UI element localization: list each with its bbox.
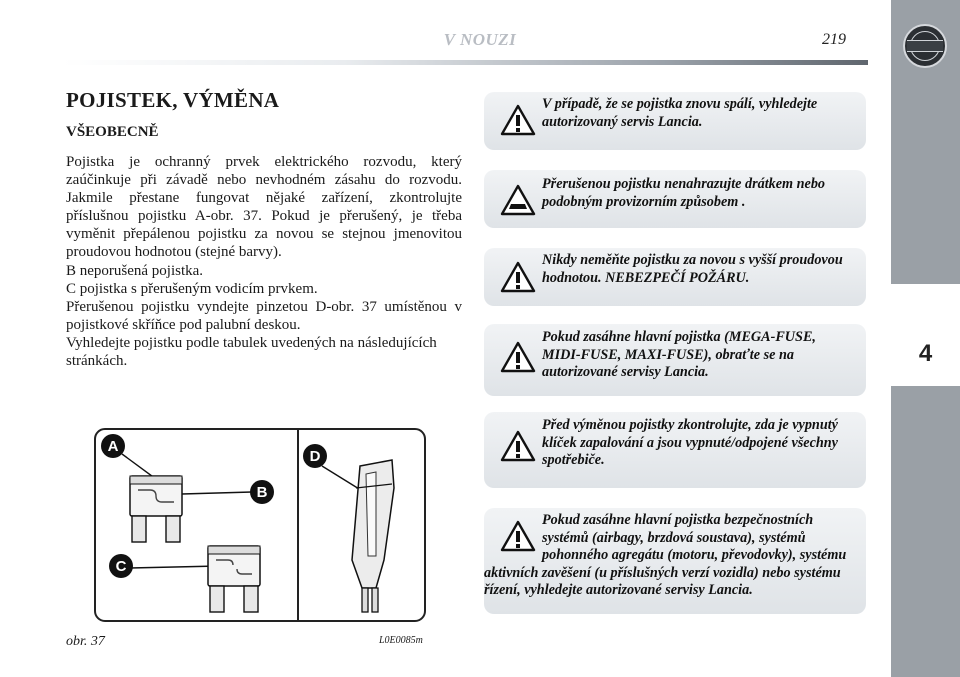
chapter-tab-marker [891, 284, 960, 386]
fuse-illustration [94, 428, 426, 622]
running-header-title: V NOUZI [443, 30, 517, 49]
figure-code: L0E0085m [379, 635, 423, 646]
label-b: B [256, 484, 268, 501]
warning-box [484, 412, 866, 488]
warning-box [484, 92, 866, 150]
paragraph: Vyhledejte pojistku podle tabulek uvedených na následujících stránkách. [66, 334, 437, 370]
paragraph: Pojistka je ochranný prvek elektrického rozvodu, který zaúčinkuje při závadě nebo nevhodném zásahu do rozvodu. Jakmile přestane fungovat nějaké zařízení, zkontrolujte příslušnou pojistku A-obr. 37. Pokud je přerušený, je třeba vyměnit přepálenou pojistku za novou se stejnou jmenovitou proudovou hodnotou (stejné barvy). [66, 154, 462, 261]
figure-caption: obr. 37 [66, 634, 105, 649]
warning-text: Přerušenou pojistku nenahrazujte drátkem nebo podobným provizorním způsobem . [542, 176, 826, 210]
warning-triangle-icon [500, 341, 536, 373]
page-number: 219 [822, 31, 846, 48]
chapter-number: 4 [918, 340, 933, 367]
warning-text: Pokud zasáhne hlavní pojistka (MEGA-FUSE, MIDI-FUSE, MAXI-FUSE), obraťte se na autorizované servisy Lancia. [542, 329, 816, 380]
paragraph: Přerušenou pojistku vyndejte pinzetou D-obr. 37 umístěnou v pojistkové skříňce pod palubní deskou. [66, 298, 462, 333]
warning-box [484, 324, 866, 396]
paragraph: B neporušená pojistka. [66, 262, 204, 279]
warning-box [484, 508, 866, 614]
warning-text [484, 512, 854, 600]
warning-text-content: Pokud zasáhne hlavní pojistka bezpečnostních systémů (airbagy, brzdová soustava), systémů pohonného agregátu (motoru, převodovky), systému aktivních zavěšení (u příslušných verzí vozidla) nebo systému řízení, vyhledejte autorizované servisy Lancia. [484, 512, 847, 598]
paragraph: C pojistka s přerušeným vodicím prvkem. [66, 280, 318, 297]
warning-triangle-car-icon [500, 184, 536, 216]
warning-triangle-icon [500, 261, 536, 293]
warning-text: Před výměnou pojistky zkontrolujte, zda je vypnutý klíček zapalování a jsou vypnuté/odpojené všechny spotřebiče. [542, 417, 838, 468]
label-c: C [115, 558, 127, 575]
warning-triangle-icon [500, 104, 536, 136]
warning-text: V případě, že se pojistka znovu spálí, vyhledejte autorizovaný servis Lancia. [542, 96, 818, 130]
section-title: POJISTEK, VÝMĚNA [66, 88, 280, 112]
section-body [66, 153, 462, 370]
section-subtitle: VŠEOBECNĚ [66, 124, 159, 140]
lancia-logo-icon [903, 24, 947, 68]
warning-box [484, 248, 866, 306]
label-d: D [309, 448, 321, 465]
warning-text: Nikdy neměňte pojistku za novou s vyšší proudovou hodnotou. NEBEZPEČÍ POŽÁRU. [542, 252, 843, 286]
warning-triangle-icon [500, 430, 536, 462]
label-a: A [107, 438, 119, 455]
header-rule [62, 60, 868, 65]
warning-box [484, 170, 866, 228]
